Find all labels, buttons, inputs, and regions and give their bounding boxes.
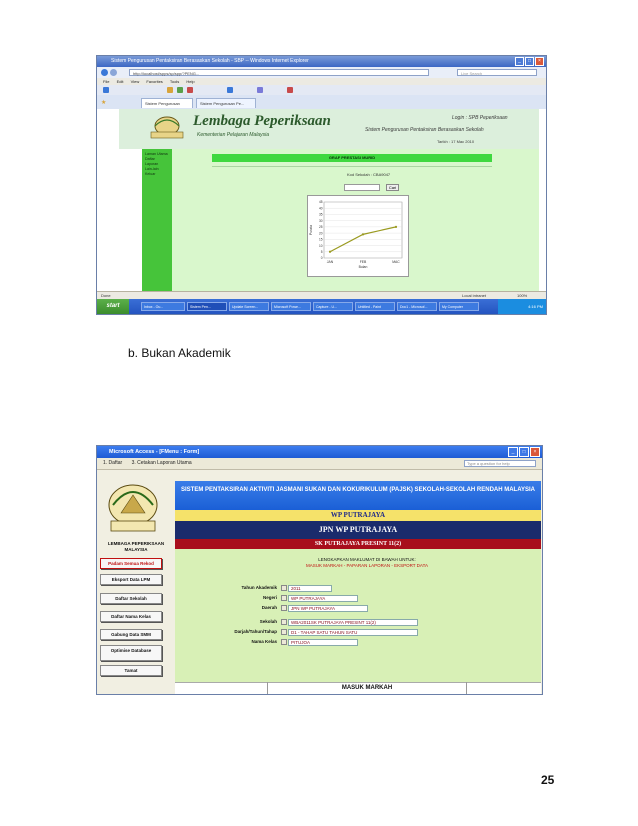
sidebar-item-laman-utama[interactable]: Laman Utama: [145, 152, 168, 156]
toolbar-icon[interactable]: [103, 87, 109, 93]
maximize-icon[interactable]: □: [519, 447, 529, 457]
window-controls: [508, 447, 540, 457]
dropdown-arrow-icon[interactable]: [281, 595, 287, 601]
taskbar-item[interactable]: Doc1 - Microsof...: [397, 302, 437, 311]
search-button[interactable]: Cari: [386, 184, 399, 191]
taskbar: [97, 299, 546, 314]
ie-browser-screenshot: [96, 55, 547, 315]
school-code: Kod Sekolah : CBA9047: [347, 172, 391, 177]
help-search-input[interactable]: Type a question for help: [464, 460, 536, 467]
section-caption: b. Bukan Akademik: [128, 346, 231, 360]
y-tick-label: 5: [320, 249, 323, 254]
tab-strip: [97, 95, 546, 110]
line-chart: [307, 195, 409, 277]
eksport-data-lpm-button[interactable]: Eksport Data LPM: [100, 574, 162, 585]
divider: [212, 166, 492, 167]
window-title: Sistem Pengurusan Pentaksiran Berasaskan Sekolah - SBP -- Windows Internet Explorer: [111, 58, 309, 64]
menu-file[interactable]: File: [103, 79, 110, 84]
data-point: [329, 251, 331, 253]
taskbar-item[interactable]: Untitled - Paint: [355, 302, 395, 311]
menu-cetakan-laporan[interactable]: 3. Cetakan Laporan Utama: [131, 460, 192, 466]
close-icon[interactable]: ×: [535, 57, 544, 66]
toolbar-icon[interactable]: [177, 87, 183, 93]
data-point: [395, 226, 397, 228]
darjah-field[interactable]: D1 - TAHAP SATU TAHUN SATU: [288, 629, 418, 636]
dropdown-arrow-icon[interactable]: [281, 619, 287, 625]
optimise-database-button[interactable]: Optimise Database: [100, 645, 162, 661]
state-banner: WP PUTRAJAYA: [175, 510, 541, 521]
daerah-field[interactable]: JPN WP PUTRAJAYA: [288, 605, 368, 612]
field-label: Sekolah: [259, 619, 277, 624]
menu-help[interactable]: Help: [186, 79, 195, 84]
masuk-markah-button[interactable]: MASUK MARKAH: [267, 682, 467, 694]
field-label: Tahun Akademik: [241, 585, 277, 590]
y-tick-label: 45: [318, 200, 323, 205]
sidebar-item-laporan[interactable]: Laporan: [145, 162, 159, 166]
form-panel: [175, 549, 541, 686]
taskbar-item[interactable]: My Computer: [439, 302, 479, 311]
taskbar-item[interactable]: Inbox - Ou...: [141, 302, 185, 311]
field-label: Negeri: [262, 595, 277, 600]
close-icon[interactable]: ×: [530, 447, 540, 457]
dropdown-arrow-icon[interactable]: [281, 629, 287, 635]
sidebar-item-daftar[interactable]: Daftar: [145, 157, 155, 161]
ms-access-screenshot: [96, 445, 543, 695]
graph-title: GRAF PRESTASI MURID: [212, 154, 492, 162]
y-tick-label: 20: [318, 231, 323, 236]
search-input[interactable]: Live Search: [457, 69, 537, 76]
menu-bar: [97, 458, 542, 470]
data-point: [362, 233, 364, 235]
x-tick-label: MAC: [392, 260, 400, 264]
system-name: Sistem Pengurusan Pentaksiran Berasaskan Sekolah: [365, 127, 484, 133]
url-field[interactable]: http://localhost/spps/sp/spp/?PENG...: [129, 69, 429, 76]
sidebar-nav: [142, 152, 172, 177]
school-banner: SK PUTRAJAYA PRESINT 11(2): [175, 539, 541, 549]
tamat-button[interactable]: Tamat: [100, 665, 162, 676]
nama-kelas-field[interactable]: PITUJOA: [288, 639, 358, 646]
toolbar-icon[interactable]: [227, 87, 233, 93]
dropdown-arrow-icon[interactable]: [281, 585, 287, 591]
toolbar-icon[interactable]: [187, 87, 193, 93]
field-label: Darjah/Tahun/Tahap: [234, 629, 277, 634]
minimize-icon[interactable]: _: [515, 57, 524, 66]
back-icon[interactable]: [101, 69, 108, 76]
dropdown-arrow-icon[interactable]: [281, 605, 287, 611]
y-tick-label: 35: [318, 212, 323, 217]
menu-view[interactable]: View: [130, 79, 140, 84]
dropdown-arrow-icon[interactable]: [281, 639, 287, 645]
tahun-akademik-field[interactable]: 2011: [288, 585, 332, 592]
kementerian-text: Kementerian Pelajaran Malaysia: [197, 132, 269, 138]
daftar-sekolah-button[interactable]: Daftar Sekolah: [100, 593, 162, 604]
sidebar-item-keluar[interactable]: Keluar: [145, 172, 156, 176]
y-tick-label: 25: [318, 225, 323, 230]
y-tick-label: 30: [318, 218, 323, 223]
menu-daftar[interactable]: 1. Daftar: [103, 460, 123, 466]
menu-tools[interactable]: Tools: [169, 79, 180, 84]
y-tick-label: 10: [318, 243, 323, 248]
status-text: Done: [101, 293, 111, 298]
lembaga-label: LEMBAGA PEPERIKSAAN MALAYSIA: [107, 541, 165, 552]
negeri-field[interactable]: WP PUTRAJAYA: [288, 595, 358, 602]
zone-text: Local intranet: [462, 293, 487, 298]
system-tray-clock[interactable]: 4:16 PM: [498, 299, 546, 314]
system-header: SISTEM PENTAKSIRAN AKTIVITI JASMANI SUKAN DAN KOKURIKULUM (PAJSK) SEKOLAH-SEKOLAH RENDAH MALAYSIA: [175, 481, 541, 510]
plot-area: [324, 202, 402, 258]
window-title: Microsoft Access - [FMenu : Form]: [109, 449, 200, 455]
tab-2[interactable]: Sistem Pengurusan Pe...: [196, 98, 256, 108]
x-tick-label: JAN: [326, 260, 334, 264]
y-axis-label: Purata: [309, 225, 313, 235]
daftar-nama-kelas-button[interactable]: Daftar Nama Kelas: [100, 611, 162, 622]
login-text: Login : SPB Peperiksaan: [452, 115, 508, 121]
field-label: Daerah: [261, 605, 277, 610]
taskbar-item[interactable]: Update Screen...: [229, 302, 269, 311]
page-number: 25: [541, 773, 555, 787]
lembaga-logo-icon: [101, 473, 165, 543]
window-titlebar: [97, 56, 546, 67]
search-input[interactable]: [344, 184, 380, 191]
window-titlebar: [97, 446, 542, 458]
toolbar-icon[interactable]: [257, 87, 263, 93]
y-tick-label: 0: [320, 256, 323, 261]
window-controls: [515, 57, 544, 66]
lembaga-logo-icon: [147, 112, 187, 145]
favorites-star-icon[interactable]: ★: [101, 100, 107, 106]
zoom-level[interactable]: 100%: [517, 293, 528, 298]
sidebar-item-lain-lain[interactable]: Lain-lain: [145, 167, 159, 171]
padam-semua-rekod-button[interactable]: Padam Semua Rekod: [100, 558, 162, 569]
instruction-line-1: LENGKAPKAN MAKLUMAT DI BAWAH UNTUK:: [318, 557, 416, 562]
sekolah-field[interactable]: WBA2011SK PUTRAJAYA PRESINT 11(2): [288, 619, 418, 626]
start-button[interactable]: start: [97, 299, 129, 314]
gabung-data-smm-button[interactable]: Gabung Data SMM: [100, 629, 162, 640]
x-tick-label: FEB: [359, 260, 367, 264]
instructions: [267, 557, 467, 569]
forward-icon[interactable]: [110, 69, 117, 76]
minimize-icon[interactable]: _: [508, 447, 518, 457]
tab-1[interactable]: Sistem Pengurusan: [141, 98, 193, 108]
x-axis-label: Bulan: [358, 265, 368, 269]
y-tick-label: 40: [318, 206, 323, 211]
menu-bar: [97, 78, 546, 85]
date-text: Tarikh : 17 Mac 2010: [437, 139, 475, 144]
taskbar-item[interactable]: Microsoft Powe...: [271, 302, 311, 311]
instruction-line-2: MASUK MARKAH - PAPARAN LAPORAN - EKSPORT DATA: [305, 563, 429, 568]
web-content: [97, 109, 546, 291]
toolbar-icon[interactable]: [167, 87, 173, 93]
maximize-icon[interactable]: □: [525, 57, 534, 66]
field-label: Nama Kelas: [251, 639, 277, 644]
line-chart-svg: [308, 196, 408, 276]
toolbar-icon[interactable]: [287, 87, 293, 93]
y-tick-label: 15: [318, 237, 323, 242]
taskbar-item[interactable]: Capture - U...: [313, 302, 353, 311]
menu-favorites[interactable]: Favorites: [146, 79, 163, 84]
taskbar-item[interactable]: Sistem Pen...: [187, 302, 227, 311]
jpn-banner: JPN WP PUTRAJAYA: [175, 521, 541, 539]
menu-edit[interactable]: Edit: [116, 79, 124, 84]
brand-title: Lembaga Peperiksaan: [193, 113, 331, 129]
